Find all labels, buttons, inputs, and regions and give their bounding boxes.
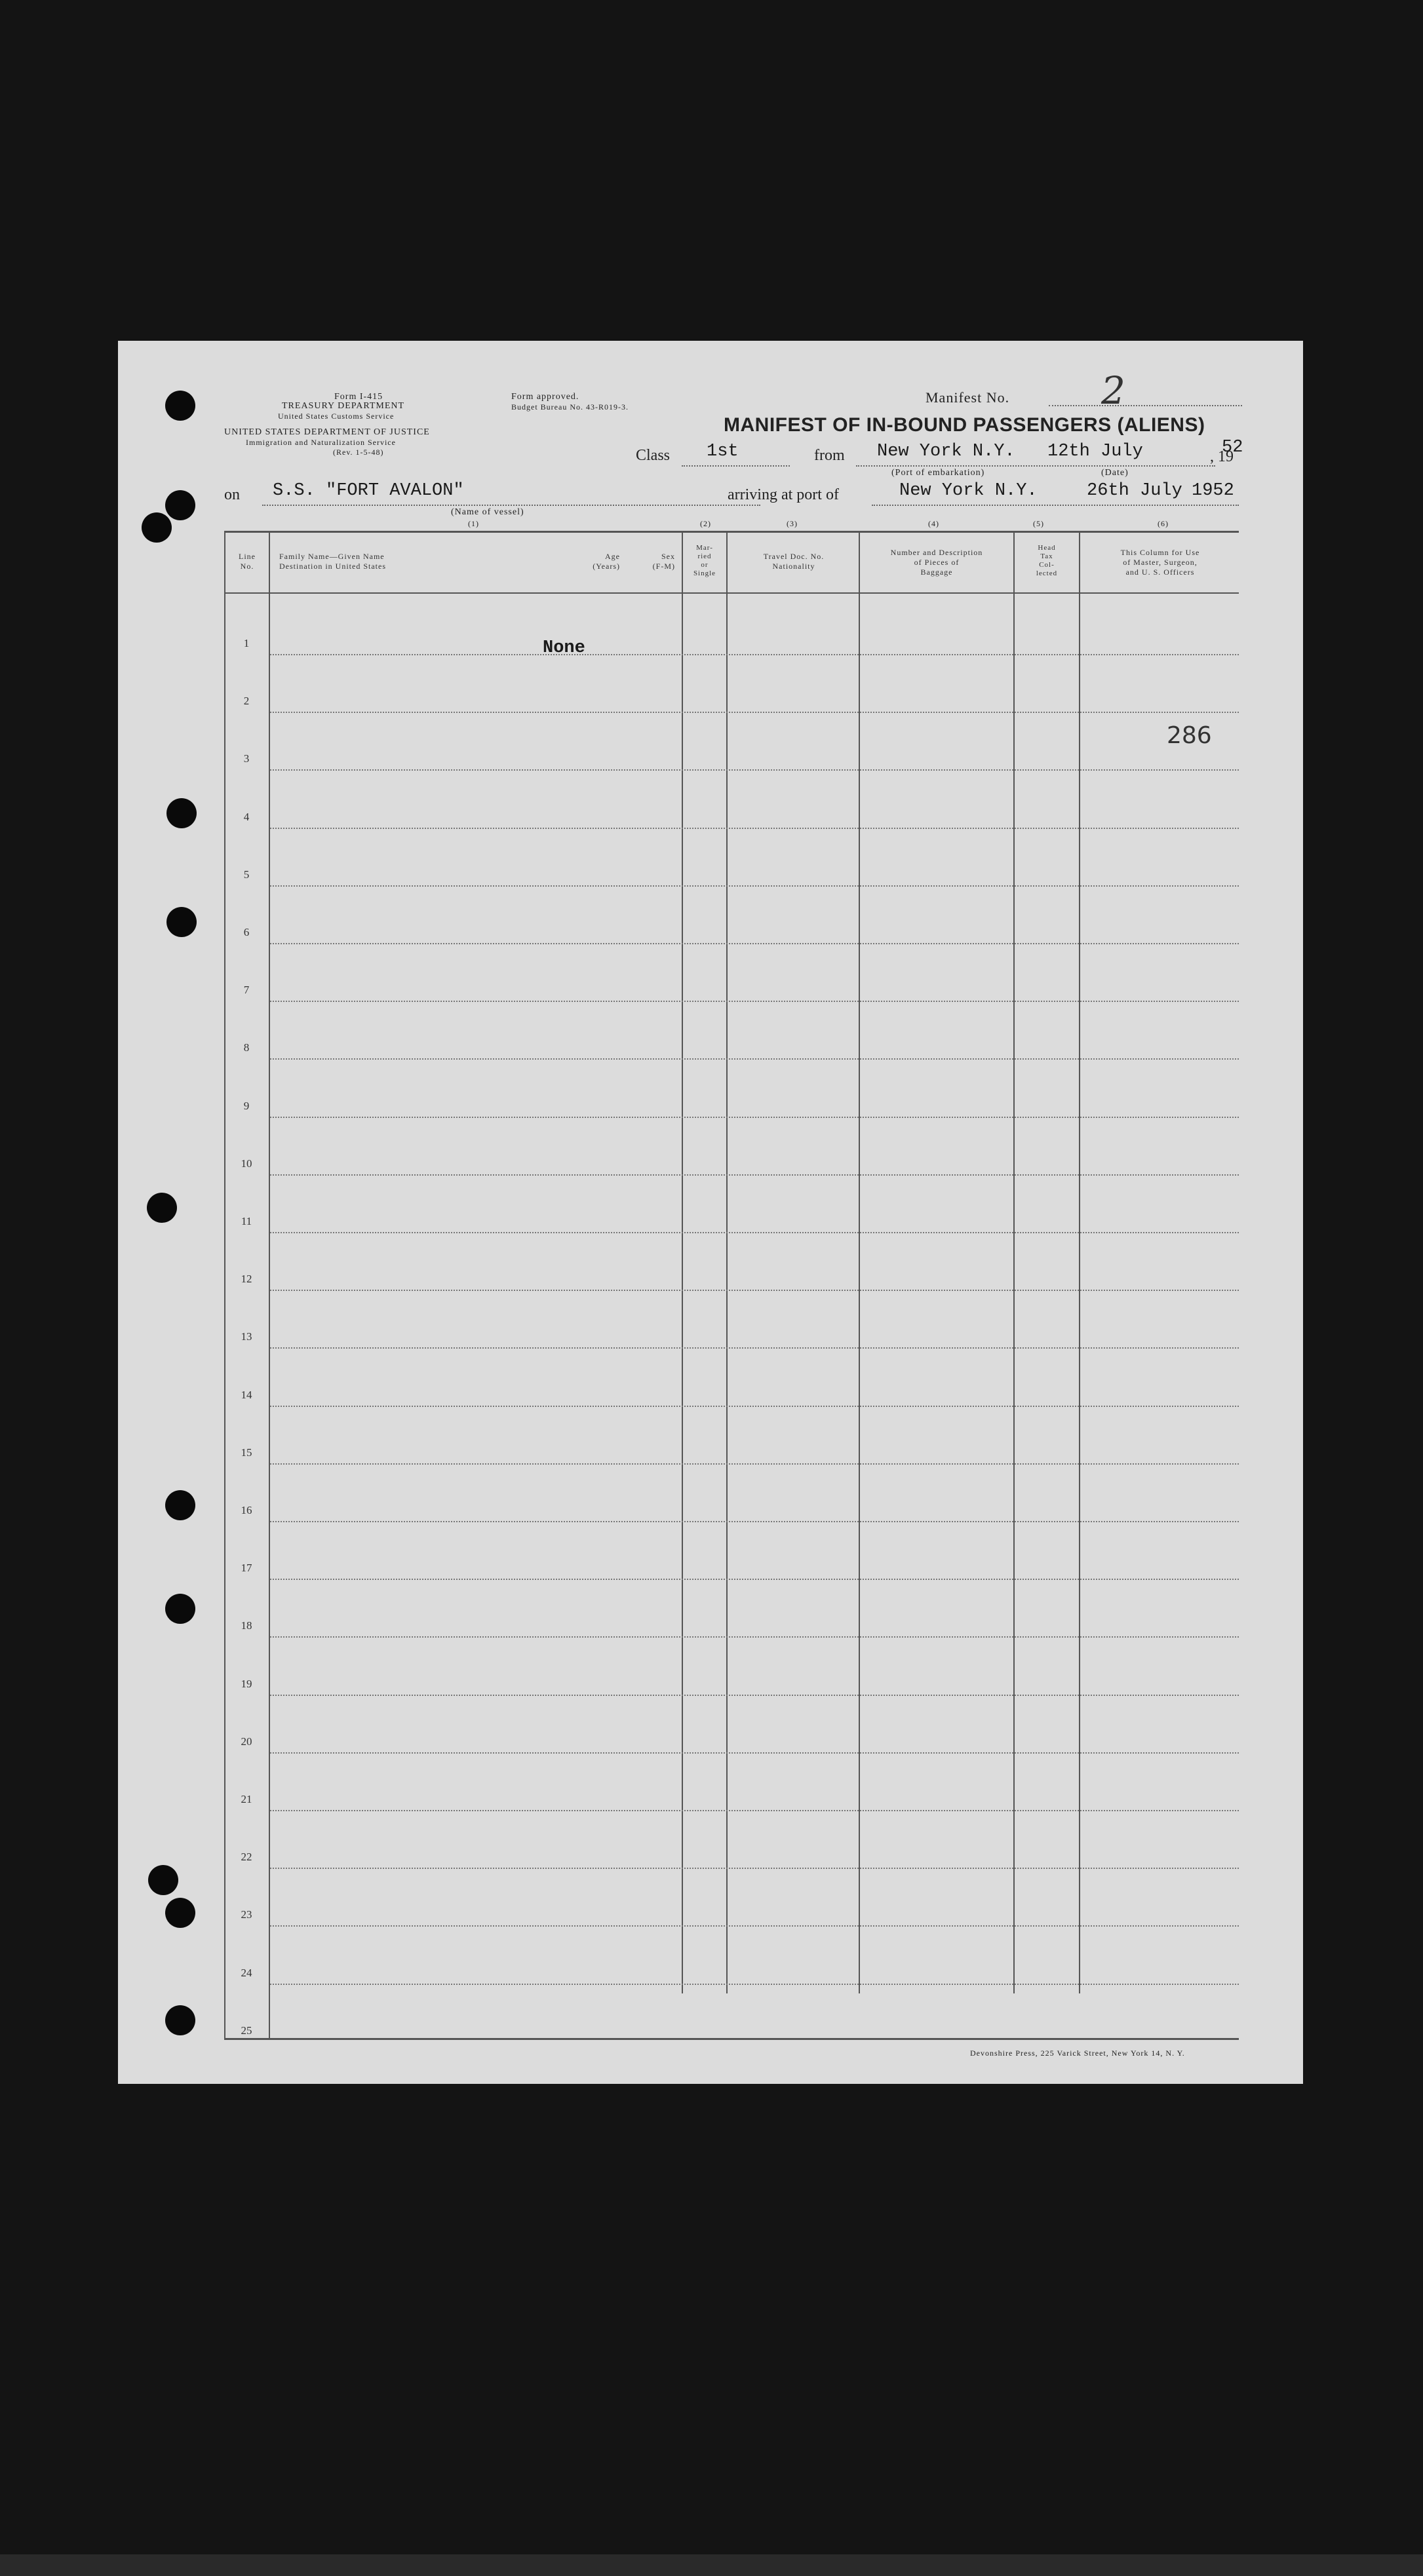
header-name-text: Family Name—Given Name [279,552,385,561]
table-top-rule [224,531,1239,533]
row-number: 1 [243,637,250,649]
row-rule [270,885,1239,887]
row-number: 24 [241,1966,252,1979]
date-caption: (Date) [1101,468,1129,478]
row-number: 7 [243,984,250,997]
header-married-text-1: Mar- [696,544,713,552]
header-baggage [860,548,1013,577]
row-number: 16 [241,1504,252,1516]
class-line [682,465,790,467]
row-number: 21 [241,1793,252,1805]
vessel-line [262,505,760,506]
header-tax-text-4: lected [1036,569,1058,577]
row-rule [270,1521,1239,1522]
punch-hole [165,2005,195,2035]
row-rule [270,1117,1239,1118]
header-baggage-text-2: of Pieces of [914,558,960,567]
punch-hole [166,907,197,937]
port-caption: (Port of embarkation) [891,468,985,478]
arrival-date: 26th July [1087,481,1182,501]
header-tax-text-2: Tax [1040,552,1053,560]
name-col-rule [682,532,683,1993]
header-officers-text-3: and U. S. Officers [1125,567,1195,577]
row-rule [270,1290,1239,1291]
row-rule [270,1925,1239,1927]
vessel-caption: (Name of vessel) [451,507,524,517]
punch-hole [165,490,195,520]
header-baggage-text-1: Number and Description [890,548,983,557]
caption-col2: (2) [700,519,711,528]
from-label: from [814,447,845,464]
row-rule [270,1636,1239,1638]
year-prefix: , 19 [1210,448,1234,465]
header-age-text: Age [605,552,620,561]
embarkation-date: 12th July [1047,442,1143,461]
row-number: 22 [241,1851,252,1864]
row-number: 20 [241,1735,252,1748]
row-rule [270,712,1239,713]
row-number: 15 [241,1446,252,1459]
row-number: 19 [241,1677,252,1690]
baggage-col-rule [1013,532,1015,1993]
form-number: Form I-415 [334,392,383,402]
punch-hole [165,1594,195,1624]
header-officers-text-1: This Column for Use [1120,548,1200,557]
header-age [561,552,620,571]
caption-col1: (1) [468,519,479,528]
header-bottom-rule [224,592,1239,594]
row-number: 4 [243,810,250,823]
row-rule [270,1579,1239,1580]
row-rule [270,1001,1239,1002]
row1-name-entry: None [543,638,585,658]
row-number: 13 [241,1330,252,1343]
row-rule [270,1347,1239,1349]
header-sex [629,552,675,571]
header-fm-text: (F-M) [652,562,675,571]
header-married-text-3: or [701,561,709,569]
row-number: 12 [241,1273,252,1286]
class-label: Class [636,447,671,464]
row3-officer-note: 286 [1167,722,1212,749]
manifest-number-value: 2 [1101,368,1125,413]
header-no-text: No. [240,562,254,571]
row-rule [270,943,1239,944]
row-number: 9 [243,1099,250,1112]
header-travel-doc [729,552,859,571]
manifest-number-label: Manifest No. [926,389,1010,406]
header-line-no [225,552,269,571]
header-destination-text: Destination in United States [279,562,386,571]
row-rule [270,1463,1239,1465]
justice-department: UNITED STATES DEPARTMENT OF JUSTICE [224,427,430,437]
row-rule [270,654,1239,655]
punch-hole [148,1865,178,1895]
customs-service: United States Customs Service [278,412,395,421]
treasury-department: TREASURY DEPARTMENT [282,401,405,411]
married-col-rule [726,532,728,1993]
immigration-service: Immigration and Naturalization Service [246,438,396,447]
row-number: 3 [243,752,250,765]
scanner-bottom-strip [0,2554,1423,2576]
row-number: 25 [241,2024,252,2037]
header-married-text-4: Single [693,569,716,577]
printer-imprint: Devonshire Press, 225 Varick Street, New York 14, N. Y. [970,2048,1185,2058]
caption-col5: (5) [1033,519,1044,528]
arrival-line [872,505,1239,506]
row-rule [270,1232,1239,1233]
header-officers-text-2: of Master, Surgeon, [1123,558,1198,567]
from-line [856,465,1215,467]
line-col-rule [269,532,270,2039]
row-number: 17 [241,1562,252,1575]
row-number: 11 [241,1215,252,1227]
header-nationality-text: Nationality [772,562,815,571]
header-officers [1080,548,1240,577]
form-title: MANIFEST OF IN-BOUND PASSENGERS (ALIENS) [724,414,1205,436]
row-number: 10 [241,1157,252,1170]
punch-hole [165,1898,195,1928]
punch-hole [142,512,172,543]
table-bottom-rule [224,2038,1239,2040]
class-value: 1st [707,442,739,461]
row-rule [270,1868,1239,1869]
vessel-name: S.S. "FORT AVALON" [273,481,464,501]
punch-hole [166,798,197,828]
row-rule [270,1058,1239,1060]
header-sex-text: Sex [661,552,675,561]
header-line-text: Line [239,552,256,561]
row-rule [270,1174,1239,1176]
form-approved: Form approved. [511,392,579,402]
caption-col4: (4) [928,519,939,528]
row-number: 23 [241,1908,252,1921]
arrival-year: 1952 [1192,481,1234,501]
header-head-tax [1015,544,1079,578]
row-number: 2 [243,695,250,708]
row-rule [270,1810,1239,1811]
row-number: 18 [241,1619,252,1632]
punch-hole [147,1193,177,1223]
row-rule [270,1752,1239,1754]
punch-hole [165,1490,195,1520]
caption-col3: (3) [787,519,798,528]
arriving-label: arriving at port of [728,486,839,503]
header-baggage-text-3: Baggage [920,567,953,577]
year-suffix: 52 [1222,438,1243,457]
tax-col-rule [1079,532,1080,1993]
on-label: on [224,486,240,503]
header-years-text: (Years) [593,562,620,571]
header-tax-text-3: Col- [1039,561,1055,569]
row-rule [270,1695,1239,1696]
manifest-form [118,341,1303,2084]
header-married-text-2: ried [697,552,712,560]
embarkation-port: New York N.Y. [877,442,1015,461]
row-number: 14 [241,1388,252,1401]
budget-bureau: Budget Bureau No. 43-R019-3. [511,402,629,412]
header-travel-text: Travel Doc. No. [763,552,825,561]
row-rule [270,769,1239,771]
row-number: 5 [243,868,250,881]
table-left-rule [224,532,225,2039]
revision-date: (Rev. 1-5-48) [333,448,384,457]
row-rule [270,828,1239,829]
row-rule [270,1406,1239,1407]
header-tax-text-1: Head [1038,544,1056,552]
row-number: 6 [243,926,250,938]
caption-col6: (6) [1158,519,1169,528]
header-married [683,544,726,578]
punch-hole [165,391,195,421]
header-family-name [279,552,386,571]
travel-col-rule [859,532,860,1993]
row-number: 8 [243,1041,250,1054]
row-rule [270,1984,1239,1985]
arrival-port: New York N.Y. [899,481,1038,501]
manifest-number-line [1049,405,1242,406]
